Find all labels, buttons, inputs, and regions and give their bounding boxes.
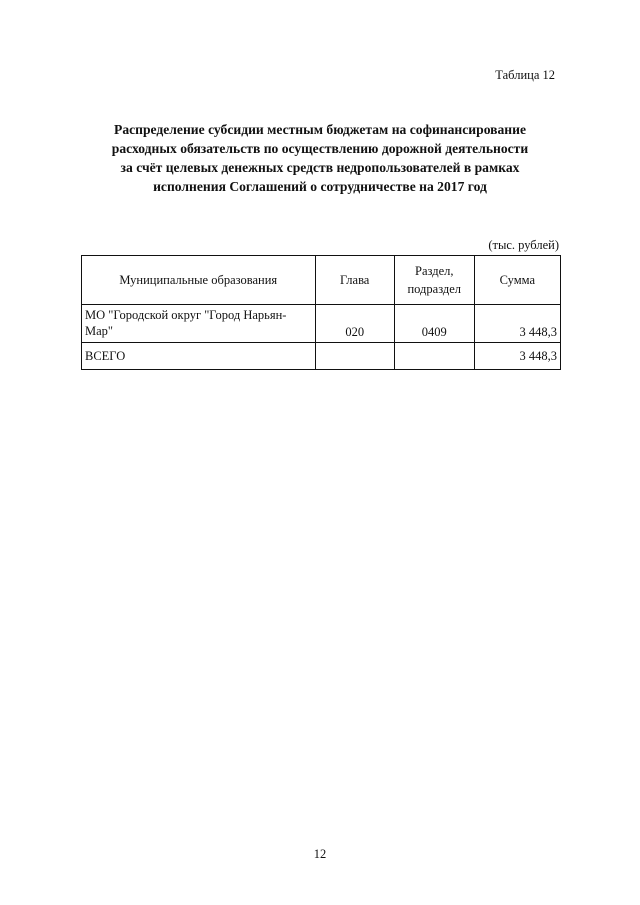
cell-chapter: 020 (315, 305, 394, 343)
units-note: (тыс. рублей) (488, 238, 559, 252)
cell-section: 0409 (394, 305, 474, 343)
total-sum: 3 448,3 (474, 343, 560, 370)
title-line: расходных обязательств по осуществлению дорожной деятельности (111, 141, 529, 156)
subsidy-table (81, 255, 561, 370)
total-chapter (315, 343, 394, 370)
table-header-row (82, 256, 561, 305)
title-line: за счёт целевых денежных средств недропользователей в рамках (120, 160, 520, 175)
total-label: ВСЕГО (82, 343, 316, 370)
header-chapter: Глава (315, 256, 394, 305)
total-row (82, 343, 561, 370)
document-title (60, 120, 580, 196)
page-number: 12 (313, 847, 327, 861)
header-section-line2: подраздел (407, 282, 462, 296)
table-row (82, 305, 561, 343)
cell-municipality: МО "Городской округ "Город Нарьян-Мар" (82, 305, 316, 343)
header-sum: Сумма (474, 256, 560, 305)
header-section (394, 256, 474, 305)
table-number-label: Таблица 12 (495, 68, 555, 82)
total-section (394, 343, 474, 370)
header-municipality: Муниципальные образования (82, 256, 316, 305)
title-line: исполнения Соглашений о сотрудничестве на 2017 год (153, 179, 487, 194)
cell-sum: 3 448,3 (474, 305, 560, 343)
title-line: Распределение субсидии местным бюджетам на софинансирование (114, 122, 526, 137)
header-section-line1: Раздел, (415, 264, 454, 278)
